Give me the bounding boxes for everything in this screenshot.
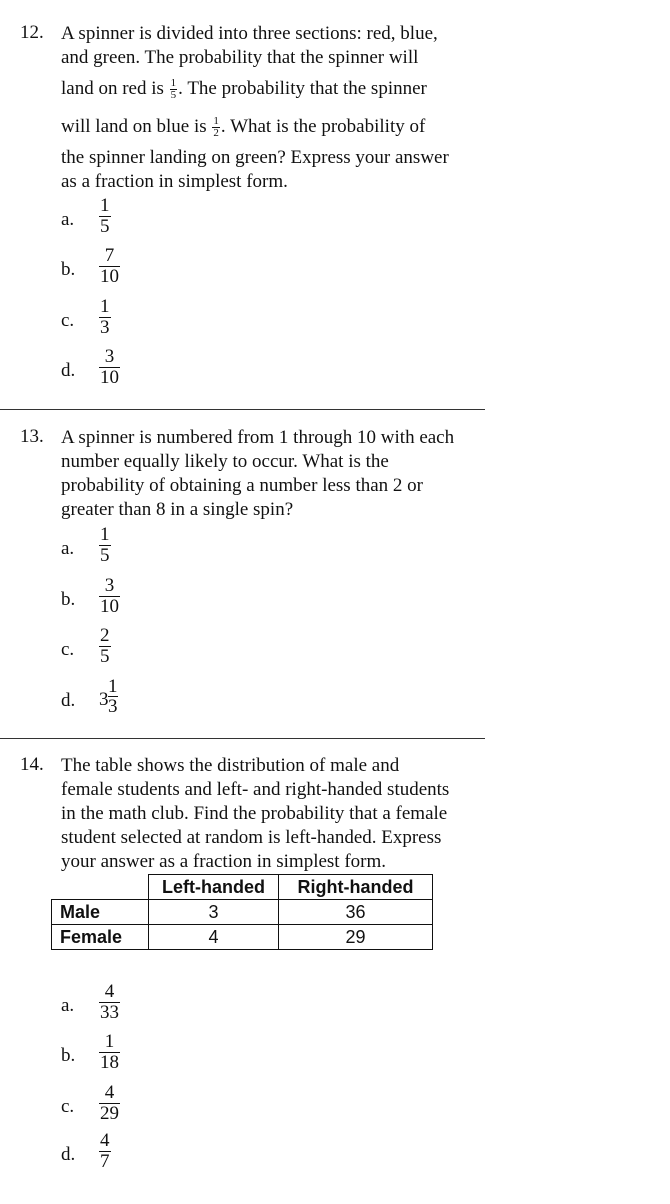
question-stem: [61, 22, 449, 194]
option-fraction: [99, 525, 111, 566]
option-fraction: [99, 576, 120, 617]
fraction-numerator: 3: [99, 347, 120, 368]
fraction-denominator: 2: [213, 127, 219, 140]
option-fraction: [99, 1131, 111, 1172]
handedness-table: [51, 874, 433, 950]
fraction-denominator: 10: [100, 266, 119, 287]
stem-line: A spinner is numbered from 1 through 10 with each: [61, 427, 455, 448]
stem-text: land on red is: [61, 78, 164, 99]
fraction-numerator: 1: [170, 77, 177, 90]
stem-line: the spinner landing on green? Express your answer: [61, 147, 449, 168]
fraction-denominator: 7: [100, 1151, 110, 1172]
option-fraction: [99, 196, 111, 237]
option-label: d.: [61, 360, 76, 381]
table-cell: 29: [279, 925, 433, 950]
option-fraction: [99, 297, 111, 338]
option-fraction: [99, 347, 120, 388]
question-number: 12.: [20, 22, 44, 43]
stem-text: . What is the probability of: [220, 116, 426, 137]
column-header: Right-handed: [279, 875, 433, 900]
option-label: a.: [61, 538, 75, 559]
option-fraction: [99, 982, 120, 1023]
option-label: a.: [61, 995, 75, 1016]
fraction-numerator: 1: [100, 296, 110, 317]
stem-line: your answer as a fraction in simplest form.: [61, 851, 387, 872]
option-label: c.: [61, 1096, 75, 1117]
table-corner-cell: [52, 875, 149, 900]
fraction-denominator: 3: [108, 696, 118, 717]
stem-line: female students and left- and right-handed students: [61, 779, 450, 800]
question-divider: [0, 738, 485, 739]
option-label: d.: [61, 690, 76, 711]
option-fraction: [99, 626, 111, 667]
stem-line: in the math club. Find the probability that a female: [61, 803, 448, 824]
fraction-denominator: 33: [100, 1002, 119, 1023]
option-fraction: [99, 246, 120, 287]
question-stem: [61, 754, 449, 874]
stem-line: number equally likely to occur. What is the: [61, 451, 389, 472]
option-label: c.: [61, 310, 75, 331]
fraction-numerator: 1: [108, 676, 118, 697]
red-probability-fraction: [170, 78, 178, 101]
table-header-row: [52, 875, 433, 900]
option-label: c.: [61, 639, 75, 660]
mixed-fraction: [108, 677, 118, 716]
table-cell: 36: [279, 900, 433, 925]
table-row: [52, 925, 433, 950]
blue-probability-fraction: [212, 116, 220, 139]
fraction-denominator: 18: [100, 1052, 119, 1073]
stem-text: . The probability that the spinner: [178, 78, 427, 99]
fraction-denominator: 5: [100, 646, 110, 667]
question-number: 14.: [20, 754, 44, 775]
stem-line: greater than 8 in a single spin?: [61, 499, 294, 520]
fraction-denominator: 3: [100, 317, 110, 338]
fraction-numerator: 1: [100, 195, 110, 216]
stem-line: and green. The probability that the spinner will: [61, 47, 419, 68]
table-cell: 4: [149, 925, 279, 950]
fraction-numerator: 1: [100, 524, 110, 545]
fraction-numerator: 3: [99, 576, 120, 597]
column-header: Left-handed: [149, 875, 279, 900]
stem-line: as a fraction in simplest form.: [61, 171, 288, 192]
fraction-numerator: 1: [99, 1032, 120, 1053]
option-fraction: [99, 1083, 120, 1124]
fraction-numerator: 7: [99, 246, 120, 267]
table-row: [52, 900, 433, 925]
stem-line: [61, 108, 449, 146]
stem-line: student selected at random is left-handed. Express: [61, 827, 442, 848]
row-header: Male: [52, 900, 149, 925]
question-number: 13.: [20, 426, 44, 447]
stem-line: The table shows the distribution of male and: [61, 755, 400, 776]
option-label: d.: [61, 1144, 76, 1165]
fraction-numerator: 2: [100, 625, 110, 646]
fraction-denominator: 5: [170, 89, 177, 102]
stem-text: will land on blue is: [61, 116, 207, 137]
stem-line: A spinner is divided into three sections: red, blue,: [61, 23, 438, 44]
stem-line: probability of obtaining a number less than 2 or: [61, 475, 423, 496]
fraction-denominator: 29: [100, 1103, 119, 1124]
option-label: b.: [61, 259, 76, 280]
fraction-denominator: 5: [100, 216, 110, 237]
fraction-denominator: 5: [100, 545, 110, 566]
fraction-denominator: 10: [100, 367, 119, 388]
fraction-denominator: 10: [100, 596, 119, 617]
table-cell: 3: [149, 900, 279, 925]
option-fraction: [99, 1032, 120, 1073]
option-label: b.: [61, 1045, 76, 1066]
fraction-numerator: 4: [99, 1083, 120, 1104]
fraction-numerator: 4: [100, 1130, 110, 1151]
question-divider: [0, 409, 485, 410]
option-label: a.: [61, 209, 75, 230]
fraction-numerator: 4: [99, 982, 120, 1003]
question-stem: [61, 426, 454, 522]
mixed-whole: 3: [99, 689, 109, 710]
row-header: Female: [52, 925, 149, 950]
fraction-numerator: 1: [213, 115, 219, 128]
stem-line: [61, 70, 449, 108]
option-label: b.: [61, 589, 76, 610]
